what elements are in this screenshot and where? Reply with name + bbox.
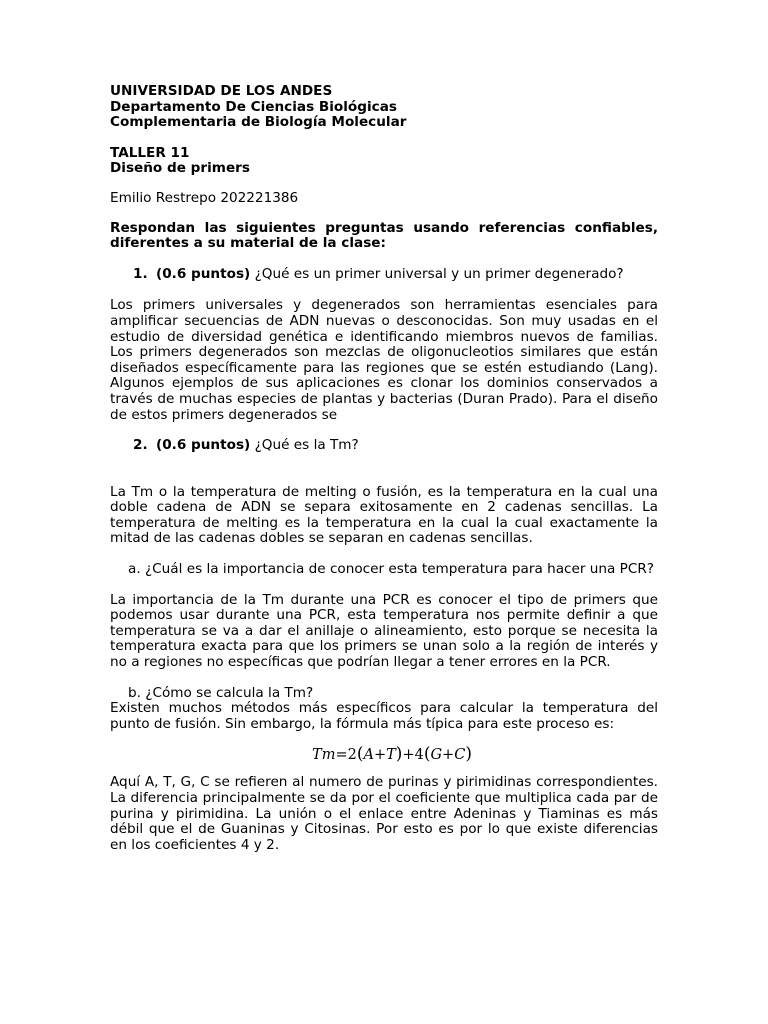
question-2-number: 2. bbox=[133, 437, 148, 454]
answer-2a: La importancia de la Tm durante una PCR es conocer el tipo de primers que podemos usar durante una PCR, esta temperatura nos permite definir a que temperatura se va a dar el anillaje o alineamiento, esto porque se necesita la temperatura exacta para que los primers se unan solo a la región de interés y no a regiones no específicas que podrían llegar a tener errores en la PCR. bbox=[110, 591, 658, 671]
answer-1: Los primers universales y degenerados son herramientas esenciales para amplificar secuencias de ADN nuevas o desconocidas. Son muy usadas en el estudio de diversidad genética e identificando miembros nuevos de familias. Los primers degenerados son mezclas de oligonucleotios similares que están diseñados específicamente para las regiones que se estén estudiando (Lang). Algunos ejemplos de sus aplicaciones es clonar los dominios conservados a través de muchas especies de plantas y bacterias (Duran Prado). Para el diseño de estos primers degenerados se bbox=[110, 297, 658, 423]
formula-plus-2: + bbox=[442, 747, 455, 764]
question-1-text: ¿Qué es un primer universal y un primer degenerado? bbox=[250, 265, 624, 282]
formula-t: T bbox=[386, 747, 396, 764]
formula-tm: Tm bbox=[312, 747, 336, 764]
question-1-points: (0.6 puntos) bbox=[156, 265, 251, 282]
formula-g: G bbox=[430, 747, 443, 764]
formula-coef-4: +4 bbox=[402, 747, 424, 764]
question-2a: a. ¿Cuál es la importancia de conocer esta temperatura para hacer una PCR? bbox=[128, 561, 655, 578]
university-name: UNIVERSIDAD DE LOS ANDES bbox=[110, 83, 333, 99]
answer-2: La Tm o la temperatura de melting o fusión, es la temperatura en la cual una doble cadena de ADN se separa exitosamente en 2 cadenas sencillas. La temperatura de melting es la temperatura en la cual la cual exactamente la mitad de las cadenas dobles se separan en cadenas sencillas. bbox=[110, 483, 658, 547]
formula-coef-2: =2 bbox=[335, 747, 357, 764]
question-2 bbox=[110, 438, 658, 454]
question-1-number: 1. bbox=[133, 265, 148, 282]
question-1 bbox=[110, 267, 658, 283]
course-name: Complementaria de Biología Molecular bbox=[110, 114, 407, 131]
question-2-points: (0.6 puntos) bbox=[156, 437, 251, 454]
formula-explanation: Aquí A, T, G, C se refieren al numero de purinas y pirimidinas correspondientes. La diferencia principalmente se da por el coeficiente que multiplica cada par de purina y pirimidina. La unión o el enlace entre Adeninas y Tiaminas es más débil que el de Guaninas y Citosinas. Por esto es por lo que existe diferencias en los coeficientes 4 y 2. bbox=[110, 774, 658, 853]
formula-plus-1: + bbox=[373, 747, 387, 764]
department-name: Departamento De Ciencias Biológicas bbox=[110, 98, 397, 115]
formula-c: C bbox=[454, 747, 466, 764]
document-page bbox=[110, 84, 658, 853]
question-2-text: ¿Qué es la Tm? bbox=[250, 437, 359, 454]
question-2b: b. ¿Cómo se calcula la Tm? bbox=[128, 684, 314, 701]
student-name: Emilio Restrepo 202221386 bbox=[110, 189, 299, 206]
tm-formula: Tm=2(A+T)+4(G+C) bbox=[312, 744, 472, 765]
instructions: Respondan las siguientes preguntas usando referencias confiables, diferentes a su material de la clase: bbox=[110, 219, 658, 252]
workshop-title: TALLER 11 bbox=[110, 144, 190, 161]
answer-2b-intro: Existen muchos métodos más específicos para calcular la temperatura del punto de fusión. Sin embargo, la fórmula más típica para este proceso es: bbox=[110, 700, 658, 732]
formula-a: A bbox=[363, 747, 374, 764]
workshop-topic: Diseño de primers bbox=[110, 160, 250, 177]
